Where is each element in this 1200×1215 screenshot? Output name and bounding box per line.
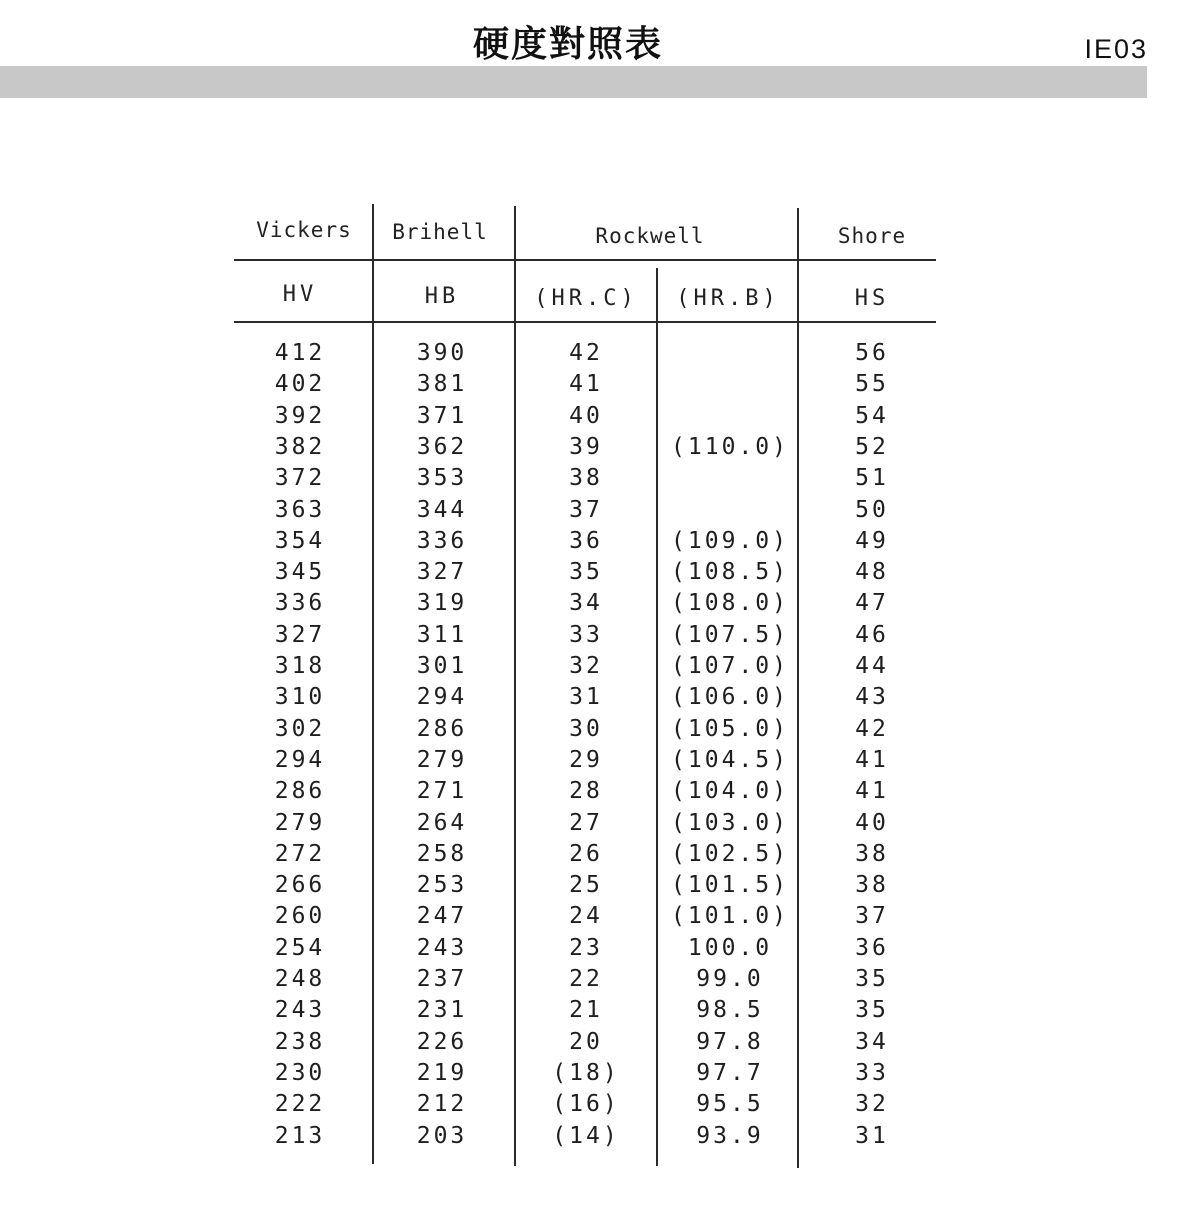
cell-hv: 279 [274,809,326,836]
cell-hv: 213 [274,1122,326,1149]
cell-hrc: 38 [569,465,603,492]
cell-hrb: (110.0) [671,433,789,460]
cell-hv: 286 [274,778,326,805]
unit-hb: HB [424,284,460,309]
cell-hs: 38 [855,872,889,899]
cell-hrc: 28 [569,778,603,805]
cell-hrc: (14) [552,1122,620,1149]
cell-hv: 260 [274,903,326,930]
cell-hrc: 31 [569,684,603,711]
cell-hs: 43 [855,684,889,711]
cell-hv: 372 [274,465,326,492]
cell-hs: 33 [855,1059,889,1086]
unit-hs: HS [854,286,890,311]
header-rockwell: Rockwell [595,224,705,248]
cell-hb: 381 [416,371,468,398]
cell-hrc: (18) [552,1059,620,1086]
cell-hv: 345 [274,559,326,586]
cell-hb: 271 [416,778,468,805]
table-row [0,434,1200,465]
cell-hb: 336 [416,527,468,554]
cell-hs: 42 [855,715,889,742]
unit-hrc: (HR.C) [534,286,638,311]
cell-hrc: 33 [569,621,603,648]
unit-hrb: (HR.B) [676,286,780,311]
cell-hs: 54 [855,402,889,429]
cell-hv: 318 [274,653,326,679]
cell-hb: 264 [416,809,468,836]
cell-hrc: 26 [569,840,603,867]
cell-hv: 336 [274,590,326,617]
cell-hv: 382 [274,433,326,460]
table-row [0,716,1200,747]
cell-hrc: 27 [569,809,603,836]
cell-hrb: (108.0) [671,590,789,617]
cell-hb: 253 [416,872,468,899]
cell-hrc: 23 [569,934,603,961]
cell-hv: 392 [274,402,326,429]
cell-hrc: 32 [569,653,603,679]
cell-hrb: 100.0 [687,934,773,961]
cell-hs: 35 [855,966,889,992]
cell-hrc: 21 [569,997,603,1024]
cell-hs: 52 [855,433,889,460]
cell-hb: 237 [416,966,468,992]
cell-hrb: (102.5) [671,840,789,867]
cell-hb: 243 [416,934,468,961]
table-row [0,684,1200,715]
table-row [0,966,1200,997]
cell-hrb: (104.5) [671,746,789,773]
table-row [0,403,1200,434]
cell-hrc: 24 [569,903,603,930]
cell-hv: 327 [274,621,326,648]
table-row [0,872,1200,903]
cell-hv: 230 [274,1059,326,1086]
cell-hb: 219 [416,1059,468,1086]
cell-hrc: 37 [569,496,603,523]
cell-hb: 371 [416,402,468,429]
cell-hrb: 99.0 [696,966,764,992]
cell-hs: 37 [855,903,889,930]
cell-hb: 294 [416,684,468,711]
table-row [0,497,1200,528]
cell-hv: 302 [274,715,326,742]
table-row [0,559,1200,590]
table-row [0,747,1200,778]
cell-hv: 248 [274,966,326,992]
cell-hrc: 40 [569,402,603,429]
cell-hs: 49 [855,527,889,554]
table-row [0,935,1200,966]
cell-hrb: 95.5 [696,1091,764,1118]
units-divider [234,321,936,323]
table-row [0,622,1200,653]
cell-hv: 402 [274,371,326,398]
cell-hrb: (106.0) [671,684,789,711]
cell-hrb: (108.5) [671,559,789,586]
cell-hb: 301 [416,653,468,679]
cell-hrb: 97.8 [696,1028,764,1055]
table-row [0,590,1200,621]
table-row [0,1029,1200,1060]
table-row [0,653,1200,684]
header-vickers: Vickers [256,218,352,242]
cell-hb: 203 [416,1122,468,1149]
cell-hrc: 22 [569,966,603,992]
cell-hrc: 35 [569,559,603,586]
cell-hs: 46 [855,621,889,648]
cell-hb: 231 [416,997,468,1024]
table-row [0,903,1200,934]
table-row [0,528,1200,559]
cell-hrc: 41 [569,371,603,398]
cell-hb: 279 [416,746,468,773]
cell-hb: 258 [416,840,468,867]
cell-hs: 44 [855,653,889,679]
table-row [0,997,1200,1028]
table-row [0,465,1200,496]
cell-hrc: 30 [569,715,603,742]
cell-hs: 36 [855,934,889,961]
cell-hs: 41 [855,778,889,805]
cell-hs: 55 [855,371,889,398]
cell-hv: 354 [274,527,326,554]
cell-hv: 238 [274,1028,326,1055]
cell-hrb: 97.7 [696,1059,764,1086]
cell-hrc: 29 [569,746,603,773]
cell-hs: 51 [855,465,889,492]
table-row [0,778,1200,809]
cell-hv: 243 [274,997,326,1024]
cell-hrb: (104.0) [671,778,789,805]
cell-hs: 47 [855,590,889,617]
cell-hrb: (105.0) [671,715,789,742]
cell-hs: 40 [855,809,889,836]
cell-hv: 266 [274,872,326,899]
cell-hs: 41 [855,746,889,773]
cell-hrc: 34 [569,590,603,617]
cell-hv: 254 [274,934,326,961]
cell-hrc: 25 [569,872,603,899]
cell-hv: 310 [274,684,326,711]
cell-hrc: 39 [569,433,603,460]
document-code: IE03 [1084,34,1148,64]
cell-hrc: 20 [569,1028,603,1055]
table-row [0,1091,1200,1122]
cell-hs: 50 [855,496,889,523]
table-row [0,1123,1200,1154]
cell-hb: 226 [416,1028,468,1055]
cell-hb: 319 [416,590,468,617]
cell-hb: 286 [416,715,468,742]
unit-hv: HV [282,282,318,307]
cell-hb: 212 [416,1091,468,1118]
table-row [0,841,1200,872]
cell-hv: 272 [274,840,326,867]
cell-hrb: (107.0) [671,653,789,679]
cell-hv: 412 [274,340,326,366]
cell-hs: 34 [855,1028,889,1055]
header-divider [234,259,936,261]
table-row [0,340,1200,371]
cell-hrb: 93.9 [696,1122,764,1149]
cell-hb: 311 [416,621,468,648]
cell-hs: 31 [855,1122,889,1149]
cell-hrb: (109.0) [671,527,789,554]
cell-hs: 35 [855,997,889,1024]
cell-hb: 353 [416,465,468,492]
cell-hs: 38 [855,840,889,867]
cell-hrb: (101.0) [671,903,789,930]
cell-hrc: 42 [569,340,603,366]
cell-hrc: 36 [569,527,603,554]
cell-hb: 390 [416,340,468,366]
cell-hv: 222 [274,1091,326,1118]
table-row [0,1060,1200,1091]
cell-hrb: 98.5 [696,997,764,1024]
cell-hv: 294 [274,746,326,773]
cell-hs: 48 [855,559,889,586]
cell-hb: 327 [416,559,468,586]
cell-hrb: (107.5) [671,621,789,648]
header-shore: Shore [837,224,907,248]
table-row [0,371,1200,402]
cell-hrb: (103.0) [671,809,789,836]
cell-hb: 344 [416,496,468,523]
header-brinell: Brihell [392,220,488,244]
cell-hrb: (101.5) [671,872,789,899]
cell-hb: 362 [416,433,468,460]
page-title: 硬度對照表 [472,24,663,65]
cell-hs: 32 [855,1091,889,1118]
cell-hs: 56 [855,340,889,366]
cell-hrc: (16) [552,1091,620,1118]
table-row [0,810,1200,841]
cell-hb: 247 [416,903,468,930]
cell-hv: 363 [274,496,326,523]
